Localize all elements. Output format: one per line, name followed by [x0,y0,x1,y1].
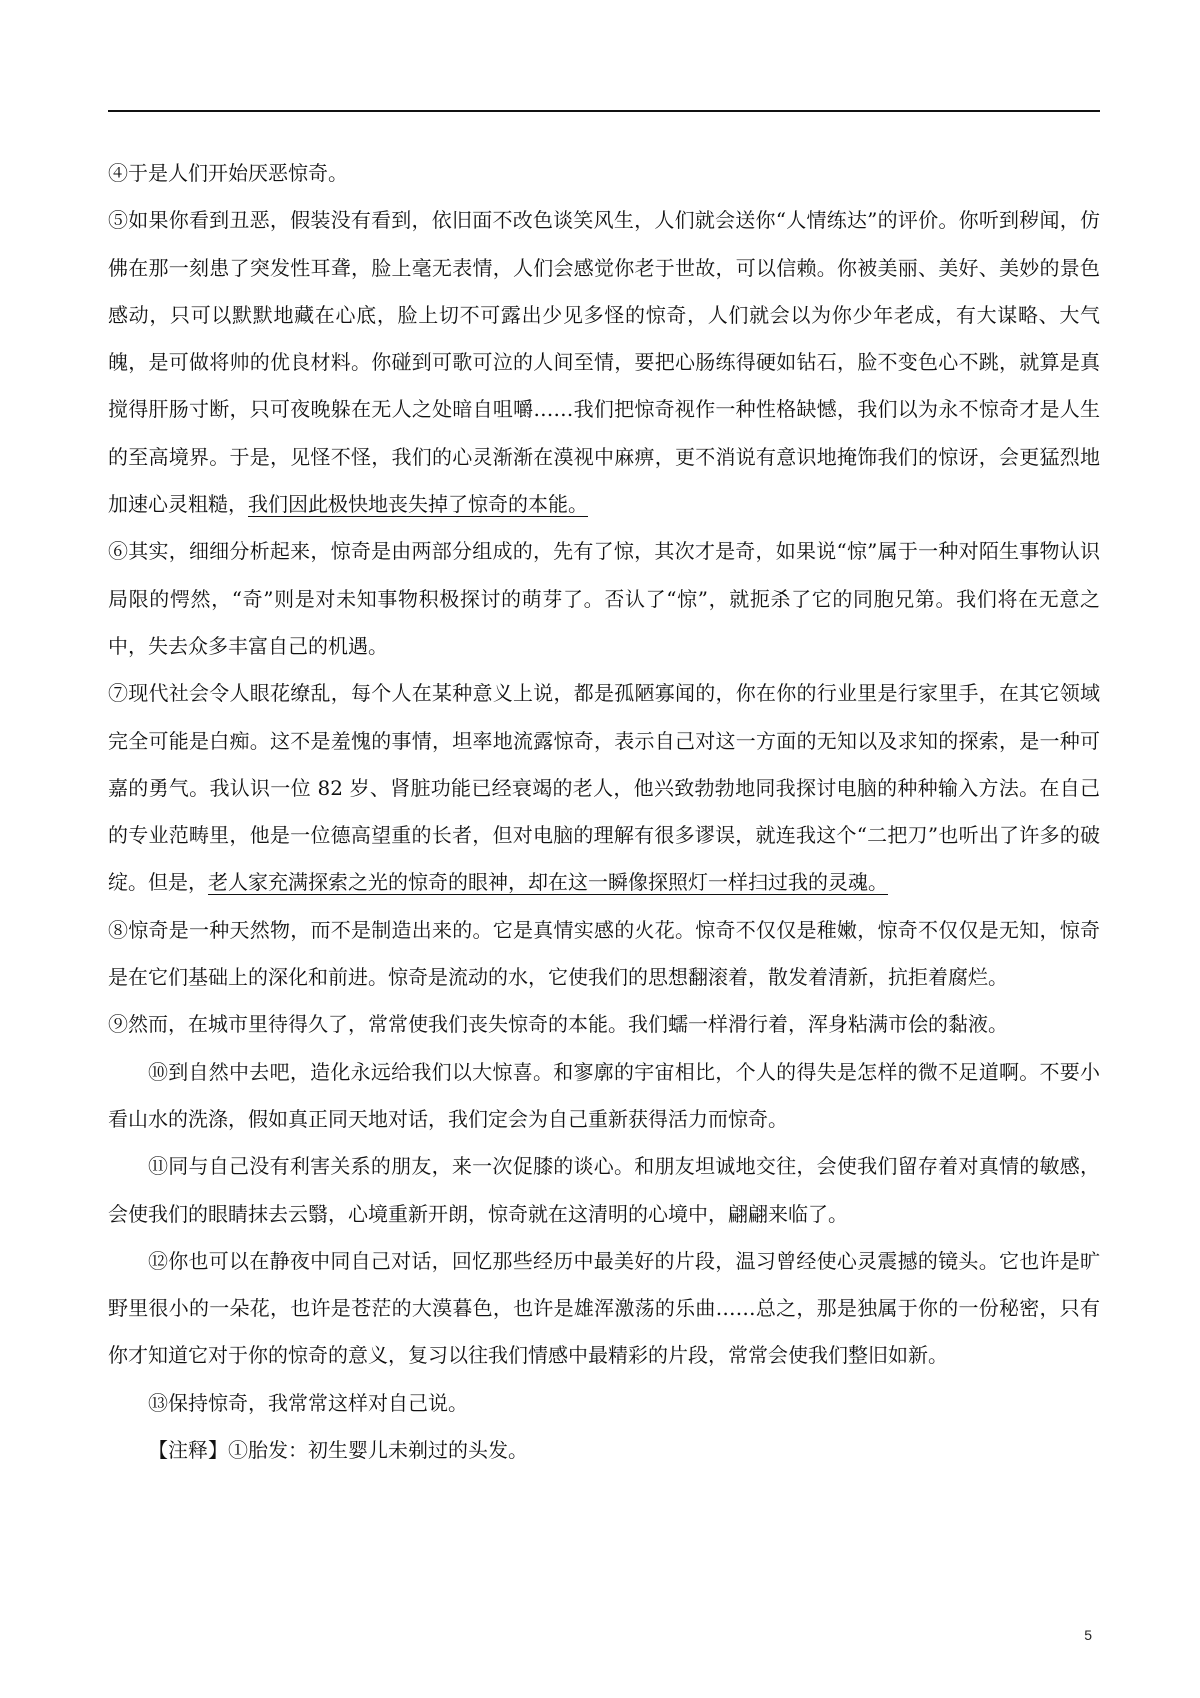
annotation-note: 【注释】①胎发：初生婴儿未剃过的头发。 [148,1438,528,1463]
paragraph-6: ⑥其实，细细分析起来，惊奇是由两部分组成的，先有了惊，其次才是奇，如果说“惊”属于一种对陌生事物认识局限的愕然，“奇”则是对未知事物积极探讨的萌芽了。否认了“惊”，就扼杀了它的同胞兄第。我们将在无意之中，失去众多丰富自己的机遇。 [108,539,1100,658]
paragraph-7: ⑦现代社会令人眼花缭乱，每个人在某种意义上说，都是孤陋寡闻的，你在你的行业里是行家里手，在其它领域完全可能是白痴。这不是羞愧的事情，坦率地流露惊奇，表示自己对这一方面的无知以及求知的探索，是一种可嘉的勇气。我认识一位 82 岁、肾脏功能已经衰竭的老人，他兴致勃勃地同我探讨电脑的种种输入方法。在自己的专业范畴里，他是一位德高望重的长者，但对电脑的理解有很多谬误，就连我这个“二把刀”也听出了许多的破绽。但是，老人家充满探索之光的惊奇的眼神，却在这一瞬像探照灯一样扫过我的灵魂。 [108,681,1100,895]
paragraph-12: ⑫你也可以在静夜中同自己对话，回忆那些经历中最美好的片段，温习曾经使心灵震撼的镜头。它也许是旷野里很小的一朵花，也许是苍茫的大漠暮色，也许是雄浑激荡的乐曲……总之，那是独属于你的一份秘密，只有你才知道它对于你的惊奇的意义，复习以往我们情感中最精彩的片段，常常会使我们整旧如新。 [108,1248,1100,1368]
body-text [108,150,1100,1474]
paragraph-4: ④于是人们开始厌恶惊奇。 [108,161,348,185]
paragraph-5: ⑤如果你看到丑恶，假装没有看到，依旧面不改色谈笑风生，人们就会送你“人情练达”的评价。你听到秽闻，仿佛在那一刻患了突发性耳聋，脸上毫无表情，人们会感觉你老于世故，可以信赖。你被美丽、美好、美妙的景色感动，只可以默默地藏在心底，脸上切不可露出少见多怪的惊奇，人们就会以为你少年老成，有大谋略、大气魄，是可做将帅的优良材料。你碰到可歌可泣的人间至情，要把心肠练得硬如钻石，脸不变色心不跳，就算是真搅得肝肠寸断，只可夜晚躲在无人之处暗自咀嚼……我们把惊奇视作一种性格缺憾，我们以为永不惊奇才是人生的至高境界。于是，见怪不怪，我们的心灵渐渐在漠视中麻痹，更不消说有意识地掩饰我们的惊讶，会更猛烈地加速心灵粗糙，我们因此极快地丧失掉了惊奇的本能。 [108,208,1100,517]
paragraph-11: ⑪同与自己没有利害关系的朋友，来一次促膝的谈心。和朋友坦诚地交往，会使我们留存着对真情的敏感，会使我们的眼睛抹去云翳，心境重新开朗，惊奇就在这清明的心境中，翩翩来临了。 [108,1154,1100,1226]
paragraph-10: ⑩到自然中去吧，造化永远给我们以大惊喜。和寥廓的宇宙相比，个人的得失是怎样的微不足道啊。不要小看山水的洗涤，假如真正同天地对话，我们定会为自己重新获得活力而惊奇。 [108,1059,1100,1131]
underlined-sentence: 老人家充满探索之光的惊奇的眼神，却在这一瞬像探照灯一样扫过我的灵魂。 [208,870,888,895]
paragraph-8: ⑧惊奇是一种天然物，而不是制造出来的。它是真情实感的火花。惊奇不仅仅是稚嫩，惊奇不仅仅是无知，惊奇是在它们基础上的深化和前进。惊奇是流动的水，它使我们的思想翻滚着，散发着清新，抗拒着腐烂。 [108,917,1100,990]
underlined-sentence: 我们因此极快地丧失掉了惊奇的本能。 [248,492,588,517]
page-number: 5 [1084,1627,1092,1643]
paragraph-13: ⑬保持惊奇，我常常这样对自己说。 [148,1390,468,1415]
paragraph-9: ⑨然而，在城市里待得久了，常常使我们丧失惊奇的本能。我们蠕一样滑行着，浑身粘满市侩的黏液。 [108,1012,1008,1037]
header-rule [108,110,1100,112]
